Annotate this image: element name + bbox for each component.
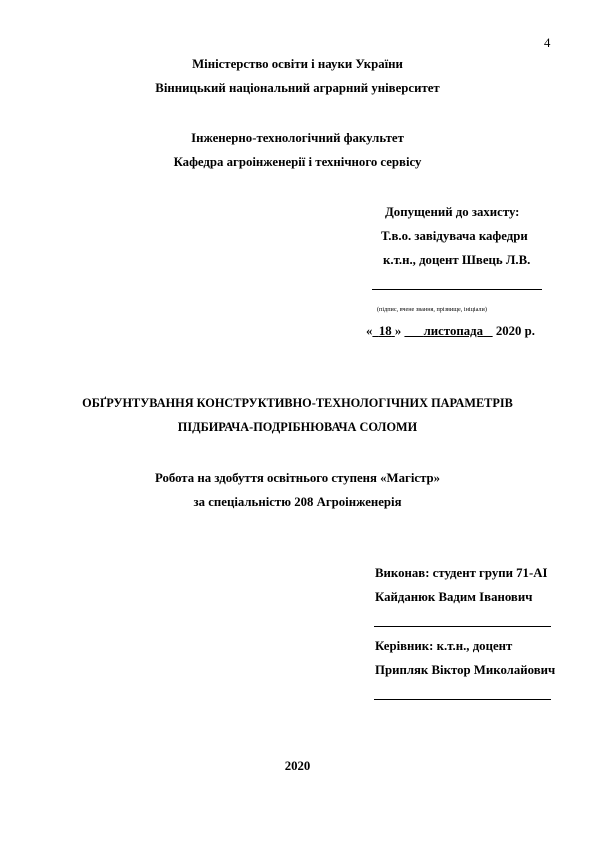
supervisor-name: Припляк Віктор Миколайович xyxy=(375,663,556,677)
university-name: Вінницький національний аграрний університет xyxy=(155,81,440,95)
document-year: 2020 xyxy=(284,759,311,773)
date-month: листопада xyxy=(423,324,484,338)
supervisor-role: Керівник: к.т.н., доцент xyxy=(375,639,513,653)
acting-head-label: Т.в.о. завідувача кафедри xyxy=(381,229,528,243)
author-name: Кайданюк Вадим Іванович xyxy=(375,590,533,604)
date-day: 18 xyxy=(378,324,392,338)
thesis-title-line2: ПІДБИРАЧА-ПОДРІБНЮВАЧА СОЛОМИ xyxy=(177,420,418,434)
date-close-quote: » xyxy=(394,324,402,338)
head-signature-line xyxy=(372,289,542,290)
signature-caption: (підпис, вчене звання, прізвище, ініціали) xyxy=(377,306,487,313)
author-role: Виконав: студент групи 71-АІ xyxy=(375,566,548,580)
author-signature-line xyxy=(374,626,551,627)
head-name: к.т.н., доцент Швець Л.В. xyxy=(383,253,531,267)
ministry-name: Міністерство освіти і науки України xyxy=(192,57,403,71)
approval-date xyxy=(366,324,535,339)
admitted-label: Допущений до захисту: xyxy=(385,205,520,219)
specialty-text: за спеціальністю 208 Агроінженерія xyxy=(193,495,402,509)
page-number: 4 xyxy=(544,36,551,50)
supervisor-signature-line xyxy=(374,699,551,700)
date-year: 2020 р. xyxy=(495,324,535,338)
thesis-title-line1: ОБҐРУНТУВАННЯ КОНСТРУКТИВНО-ТЕХНОЛОГІЧНИХ ПАРАМЕТРІВ xyxy=(82,396,513,410)
department-name: Кафедра агроінженерії і технічного сервісу xyxy=(173,155,422,169)
degree-text: Робота на здобуття освітнього ступеня «Магістр» xyxy=(154,471,441,485)
date-open-quote: « xyxy=(366,324,373,338)
faculty-name: Інженерно-технологічний факультет xyxy=(191,131,404,145)
